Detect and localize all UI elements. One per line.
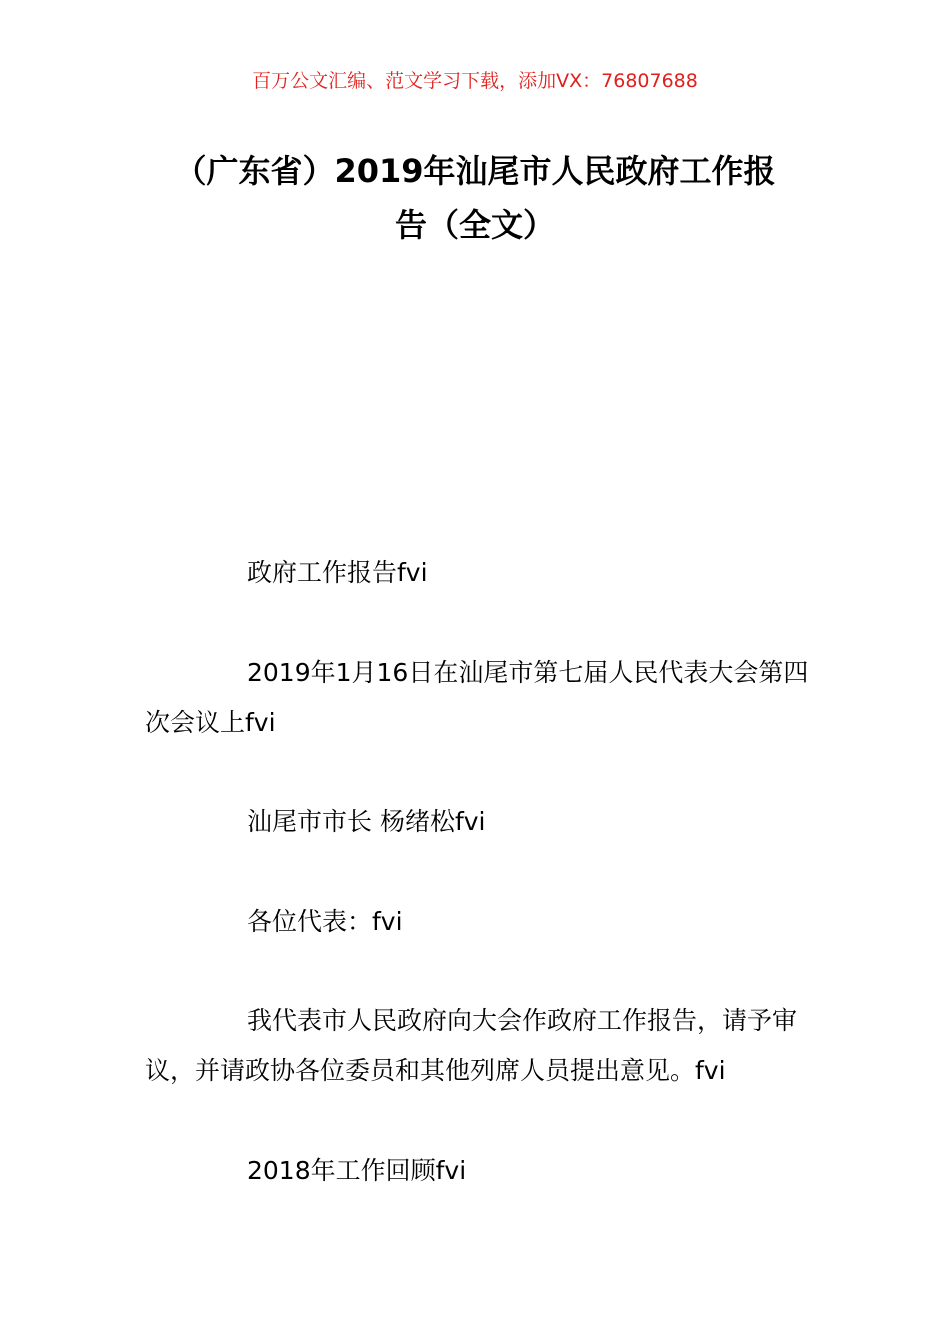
paragraph-meeting-date: 2019年1月16日在汕尾市第七届人民代表大会第四次会议上fvi [145, 658, 809, 737]
title-line-1: （广东省）2019年汕尾市人民政府工作报 [174, 152, 776, 190]
paragraph-section-heading: 2018年工作回顾fvi [247, 1156, 467, 1185]
paragraph-report-heading: 政府工作报告fvi [247, 558, 428, 587]
paragraph-introduction: 我代表市人民政府向大会作政府工作报告，请予审议，并请政协各位委员和其他列席人员提出意见。fvi [145, 1006, 798, 1085]
paragraph-speaker: 汕尾市市长 杨绪松fvi [247, 807, 486, 836]
title-line-2: 告（全文） [394, 206, 555, 244]
document-title [140, 144, 810, 252]
paragraph-salutation: 各位代表：fvi [247, 907, 403, 936]
header-note: 百万公文汇编、范文学习下载，添加VX：76807688 [252, 70, 698, 92]
